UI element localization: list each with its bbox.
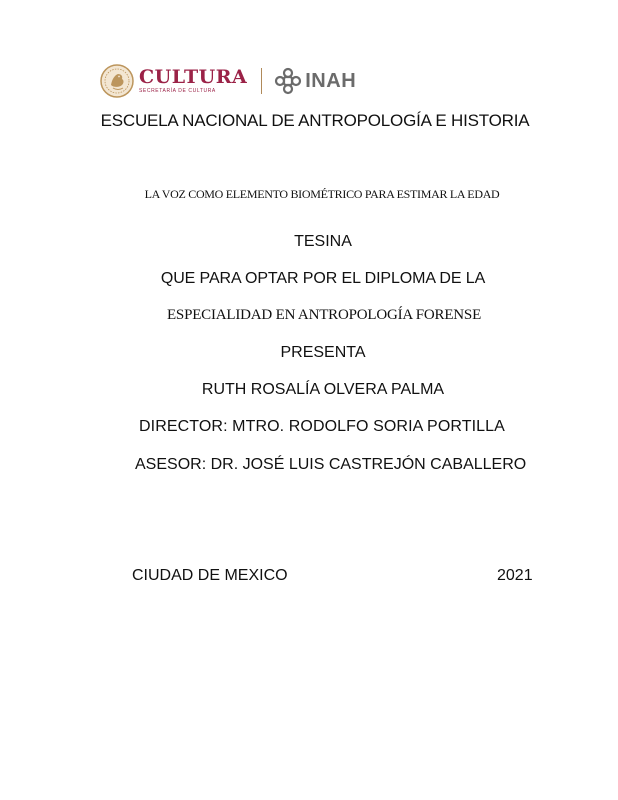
year-label: 2021	[497, 567, 533, 584]
inah-knot-icon	[274, 67, 302, 95]
header-logos	[100, 62, 356, 100]
purpose-line-1: QUE PARA OPTAR POR EL DIPLOMA DE LA	[160, 270, 486, 287]
director-line: DIRECTOR: MTRO. RODOLFO SORIA PORTILLA	[139, 418, 505, 435]
mexico-coat-of-arms-seal-icon	[100, 64, 134, 98]
document-type: TESINA	[294, 233, 352, 250]
school-name: ESCUELA NACIONAL DE ANTROPOLOGÍA E HISTORIA	[100, 111, 530, 130]
purpose-line-2: ESPECIALIDAD EN ANTROPOLOGÍA FORENSE	[166, 307, 482, 323]
cultura-logo-text: CULTURA	[139, 65, 248, 88]
logo-divider	[261, 68, 262, 94]
presents-label: PRESENTA	[280, 344, 366, 361]
advisor-line: ASESOR: DR. JOSÉ LUIS CASTREJÓN CABALLERO	[135, 456, 527, 473]
inah-logo-text: INAH	[305, 69, 357, 92]
author-name: RUTH ROSALÍA OLVERA PALMA	[201, 381, 445, 398]
cultura-logo	[139, 65, 248, 95]
city-label: CIUDAD DE MEXICO	[132, 567, 288, 584]
cultura-logo-subtext: SECRETARÍA DE CULTURA	[139, 87, 216, 94]
thesis-title: LA VOZ COMO ELEMENTO BIOMÉTRICO PARA ESTIMAR LA EDAD	[144, 187, 500, 201]
